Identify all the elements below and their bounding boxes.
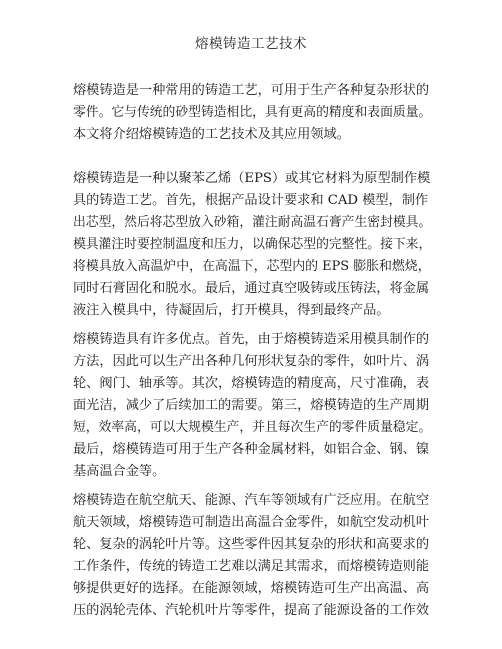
paragraph-process (73, 168, 431, 322)
paragraph-line: 将模具放入高温炉中，在高温下，芯型内的 EPS 膨胀和燃烧， (73, 259, 431, 274)
paragraph-line: 熔模铸造具有许多优点。首先，由于熔模铸造采用模具制作的 (73, 332, 430, 347)
paragraph-line: 轮、复杂的涡轮叶片等。这些零件因其复杂的形状和高要求的 (73, 537, 430, 552)
paragraph-line: 本文将介绍熔模铸造的工艺技术及其应用领域。 (73, 127, 350, 142)
paragraph-line: 航天领域，熔模铸造可制造出高温合金零件，如航空发动机叶 (73, 515, 430, 530)
paragraph-applications (73, 490, 431, 622)
paragraph-line: 方法，因此可以生产出各种几何形状复杂的零件，如叶片、涡 (73, 354, 430, 369)
paragraph-line: 面光洁，减少了后续加工的需要。第三，熔模铸造的生产周期 (73, 398, 430, 413)
paragraph-line: 熔模铸造是一种常用的铸造工艺，可用于生产各种复杂形状的 (73, 83, 430, 98)
paragraph-line: 零件。它与传统的砂型铸造相比，具有更高的精度和表面质量。 (73, 105, 432, 120)
paragraph-line: 出芯型，然后将芯型放入砂箱，灌注耐高温石膏产生密封模具。 (73, 215, 432, 230)
document-title: 熔模铸造工艺技术 (195, 36, 307, 52)
paragraph-line: 熔模铸造在航空航天、能源、汽车等领域有广泛应用。在航空 (73, 493, 430, 508)
paragraph-line: 液注入模具中，待凝固后，打开模具，得到最终产品。 (73, 303, 390, 318)
paragraph-line: 轮、阀门、轴承等。其次，熔模铸造的精度高，尺寸准确，表 (73, 376, 430, 391)
paragraph-advantages (73, 329, 431, 483)
paragraph-line: 同时石膏固化和脱水。最后，通过真空吸铸或压铸法，将金属 (73, 281, 430, 296)
paragraph-line: 熔模铸造是一种以聚苯乙烯（EPS）或其它材料为原型制作模 (73, 171, 431, 186)
paragraph-line: 够提供更好的选择。在能源领域，熔模铸造可生产出高温、高 (73, 581, 430, 596)
paragraph-line: 基高温合金等。 (73, 464, 166, 479)
paragraph-line: 短，效率高，可以大规模生产，并且每次生产的零件质量稳定。 (73, 420, 432, 435)
paragraph-line: 最后，熔模铸造可用于生产各种金属材料，如铝合金、钢、镍 (73, 442, 430, 457)
paragraph-line: 模具灌注时要控制温度和压力，以确保芯型的完整性。接下来， (73, 237, 432, 252)
paragraph-intro (73, 80, 431, 146)
paragraph-line: 压的涡轮壳体、汽轮机叶片等零件，提高了能源设备的工作效 (73, 603, 430, 618)
paragraph-line: 工作条件，传统的铸造工艺难以满足其需求，而熔模铸造则能 (73, 559, 430, 574)
paragraph-line: 具的铸造工艺。首先，根据产品设计要求和 CAD 模型，制作 (73, 193, 429, 208)
